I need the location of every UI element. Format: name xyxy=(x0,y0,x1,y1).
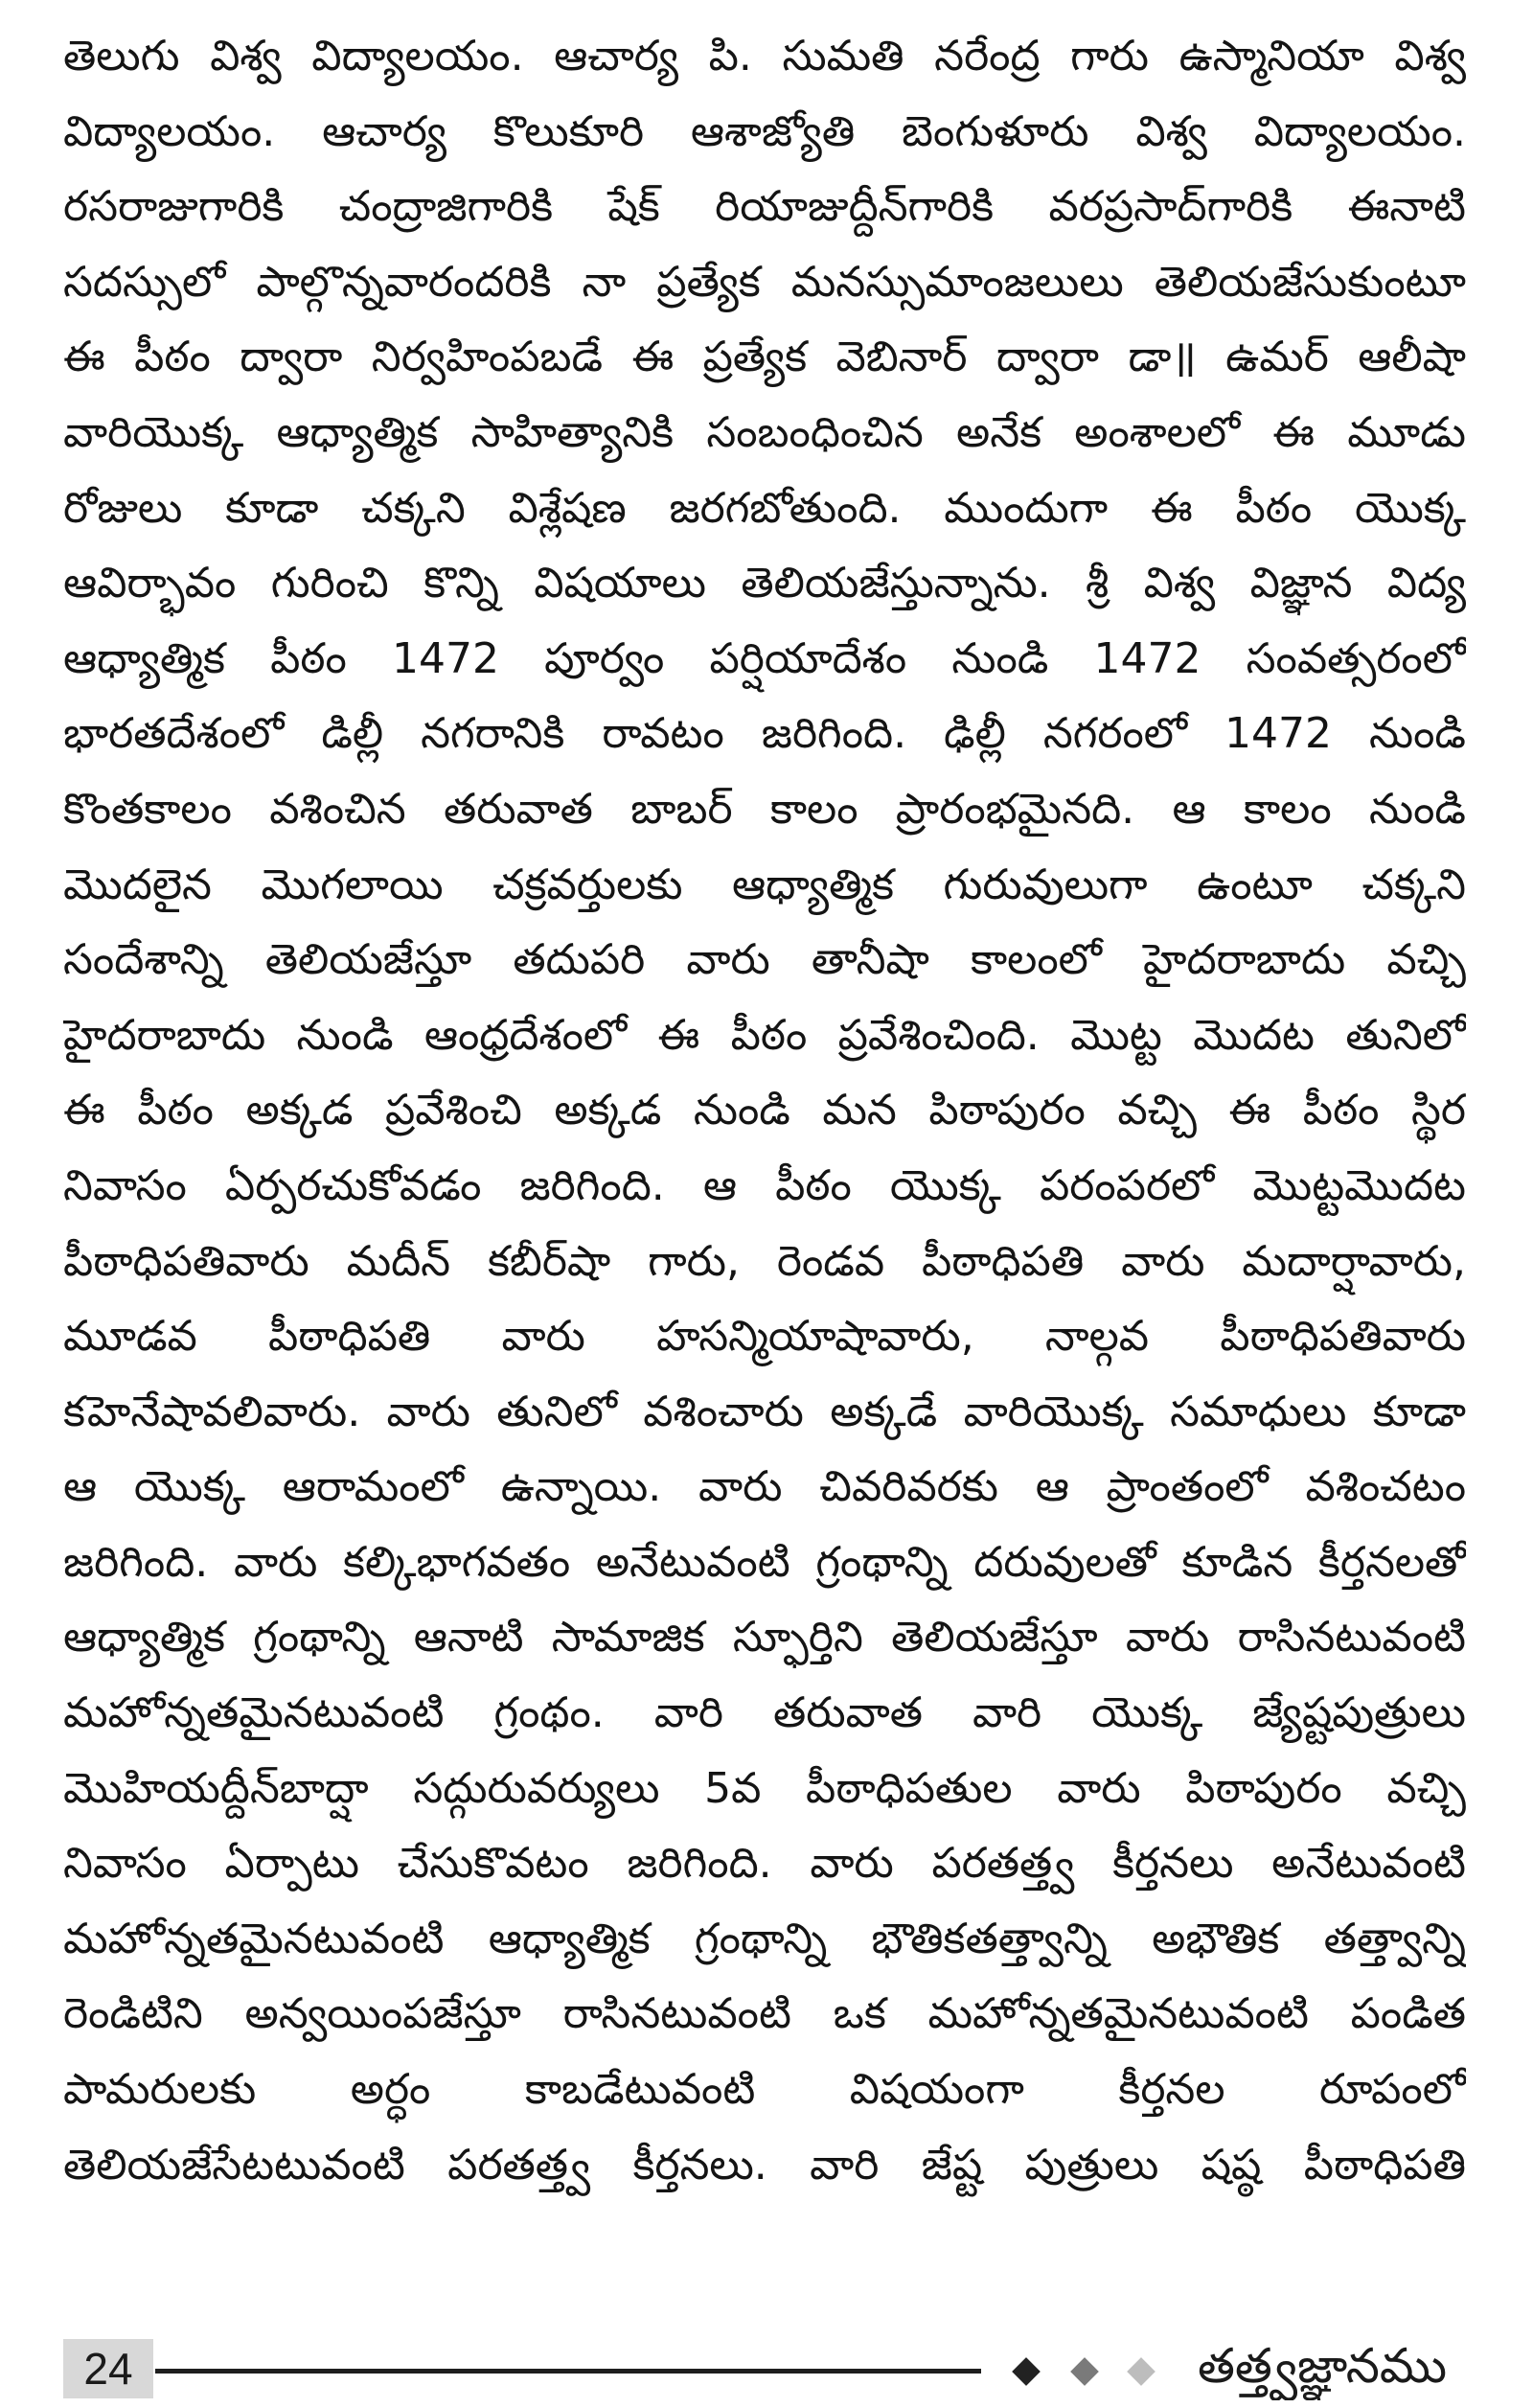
text-line: విద్యాలయం. ఆచార్య కొలుకూరి ఆశాజ్యోతి బెంగుళూరు విశ్వ విద్యాలయం. xyxy=(63,106,1466,156)
text-line: ఆ యొక్క ఆరామంలో ఉన్నాయి. వారు చివరివరకు ఆ ప్రాంతంలో వశించటం xyxy=(63,1462,1466,1512)
text-line: మహోన్నతమైనటువంటి ఆధ్యాత్మిక గ్రంథాన్ని భౌతికతత్త్వాన్ని అభౌతిక తత్త్వాన్ని xyxy=(63,1914,1466,1963)
text-line: పీఠాధిపతివారు మదీన్ కబీర్‌షా గారు, రెండవ పీఠాధిపతి వారు మదార్షావారు, xyxy=(63,1236,1466,1286)
text-line: రోజులు కూడా చక్కని విశ్లేషణ జరగబోతుంది. ముందుగా ఈ పీఠం యొక్క xyxy=(63,483,1466,533)
text-line: సందేశాన్ని తెలియజేస్తూ తదుపరి వారు తానీషా కాలంలో హైదరాబాదు వచ్చి xyxy=(63,935,1466,985)
text-line: హైదరాబాదు నుండి ఆంధ్రదేశంలో ఈ పీఠం ప్రవేశించింది. మొట్ట మొదట తునిలో xyxy=(63,1010,1466,1060)
text-line: నివాసం ఏర్పాటు చేసుకొవటం జరిగింది. వారు పరతత్త్వ కీర్తనలు అనేటువంటి xyxy=(63,1839,1466,1889)
text-line: పామరులకు అర్ధం కాబడేటువంటి విషయంగా కీర్తనల రూపంలో xyxy=(63,2065,1466,2115)
text-line: రెండిటిని అన్వయింపజేస్తూ రాసినటువంటి ఒక మహోన్నతమైనటువంటి పండిత xyxy=(63,1989,1466,2039)
text-line: నివాసం ఏర్పరచుకోవడం జరిగింది. ఆ పీఠం యొక్క పరంపరలో మొట్టమొదట xyxy=(63,1160,1466,1210)
text-line: మొహియద్దీన్‌బాద్షా సద్గురువర్యులు 5వ పీఠాధిపతుల వారు పిఠాపురం వచ్చి xyxy=(63,1763,1466,1813)
text-line: కొంతకాలం వశించిన తరువాత బాబర్ కాలం ప్రారంభమైనది. ఆ కాలం నుండి xyxy=(63,784,1466,834)
text-line: మూడవ పీఠాధిపతి వారు హసన్మియాషావారు, నాల్గవ పీఠాధిపతివారు xyxy=(63,1312,1466,1362)
footer-rule xyxy=(155,2369,981,2374)
text-line: భారతదేశంలో డిల్లీ నగరానికి రావటం జరిగింది. ఢిల్లీ నగరంలో 1472 నుండి xyxy=(63,709,1466,759)
text-line: తెలుగు విశ్వ విద్యాలయం. ఆచార్య పి. సుమతి నరేంద్ర గారు ఉస్మానియా విశ్వ xyxy=(63,32,1466,80)
text-line: తెలియజేసేటటువంటి పరతత్త్వ కీర్తనలు. వారి జేష్ట పుత్రులు షష్ఠ పీఠాధిపతి xyxy=(63,2140,1466,2190)
text-line: రసరాజుగారికి చంద్రాజిగారికి షేక్ రియాజుద్దీన్‌గారికి వరప్రసాద్‌గారికి ఈనాటి xyxy=(63,182,1466,232)
page-number: 24 xyxy=(63,2339,153,2398)
text-line: వారియొక్క ఆధ్యాత్మిక సాహిత్యానికి సంబంధించిన అనేక అంశాలలో ఈ మూడు xyxy=(63,407,1466,457)
text-line: ఆవిర్భావం గురించి కొన్ని విషయాలు తెలియజేస్తున్నాను. శ్రీ విశ్వ విజ్ఞాన విద్య xyxy=(63,559,1466,608)
diamond-icon xyxy=(1127,2357,1155,2386)
text-line: జరిగింది. వారు కల్కిభాగవతం అనేటువంటి గ్రంథాన్ని దరువులతో కూడిన కీర్తనలతో xyxy=(63,1537,1466,1587)
text-line: కహెనేషావలివారు. వారు తునిలో వశించారు అక్కడే వారియొక్క సమాధులు కూడా xyxy=(63,1387,1466,1436)
text-line: మొదలైన మొగలాయి చక్రవర్తులకు ఆధ్యాత్మిక గురువులుగా ఉంటూ చక్కని xyxy=(63,860,1466,909)
diamond-icon xyxy=(1070,2357,1099,2386)
body-text xyxy=(63,19,1466,2203)
text-line: ఈ పీఠం ద్వారా నిర్వహింపబడే ఈ ప్రత్యేక వెబినార్ ద్వారా డా॥ ఉమర్ ఆలీషా xyxy=(63,333,1466,382)
text-line: ఆధ్యాత్మిక పీఠం 1472 పూర్వం పర్షియాదేశం నుండి 1472 సంవత్సరంలో xyxy=(63,633,1466,683)
text-line: ఈ పీఠం అక్కడ ప్రవేశించి అక్కడ నుండి మన పిఠాపురం వచ్చి ఈ పీఠం స్థిర xyxy=(63,1086,1466,1135)
text-line: ఆధ్యాత్మిక గ్రంథాన్ని ఆనాటి సామాజిక స్ఫూర్తిని తెలియజేస్తూ వారు రాసినటువంటి xyxy=(63,1613,1466,1663)
text-line: మహోన్నతమైనటువంటి గ్రంథం. వారి తరువాత వారి యొక్క జ్యేష్టపుత్రులు xyxy=(63,1688,1466,1738)
page-footer xyxy=(0,2324,1533,2408)
diamond-icon xyxy=(1012,2357,1041,2386)
text-line: సదస్సులో పాల్గొన్నవారందరికి నా ప్రత్యేక మనస్సుమాంజలులు తెలియజేసుకుంటూ xyxy=(63,257,1466,307)
book-title: తత్త్వజ్ఞానము xyxy=(1198,2338,1448,2394)
